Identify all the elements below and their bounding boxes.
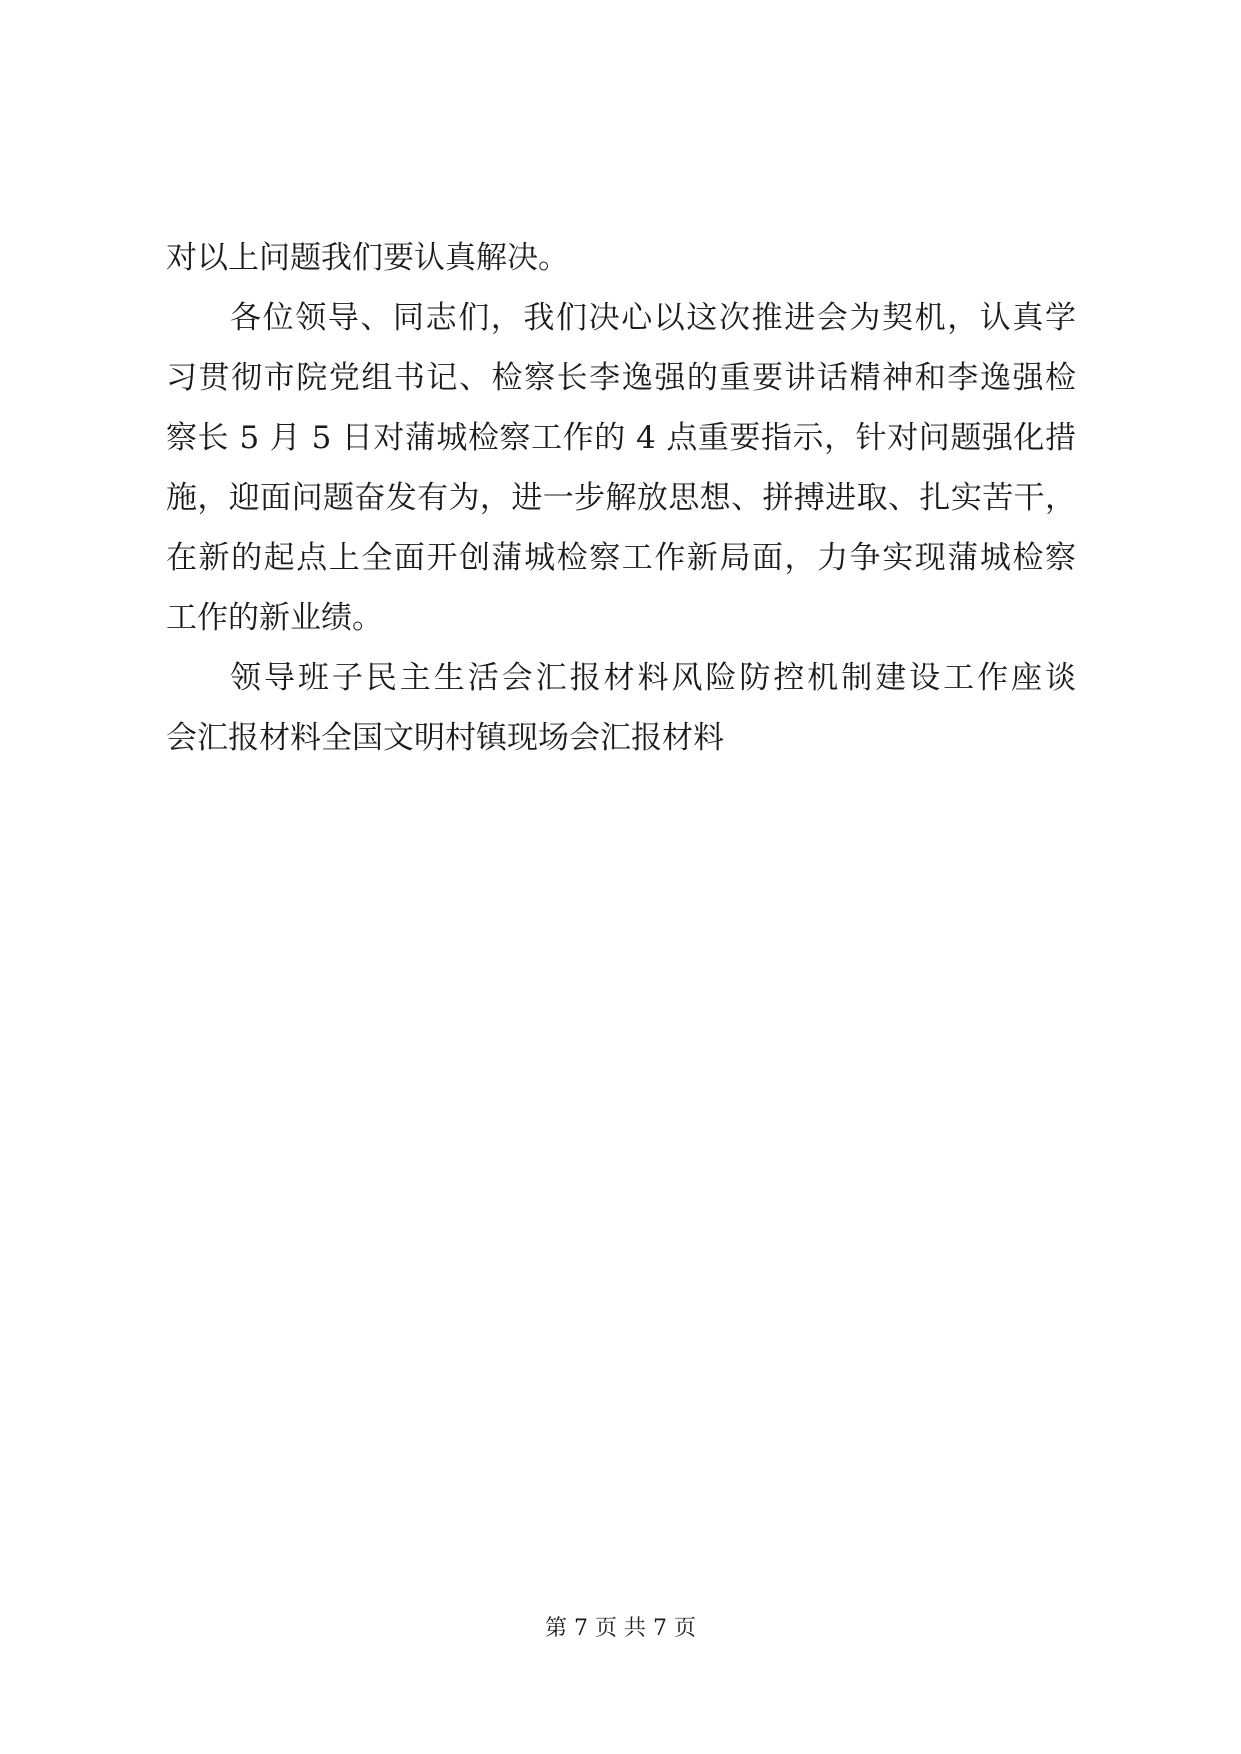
page-number-footer: 第 7 页 共 7 页 bbox=[545, 1616, 696, 1641]
paragraph-closing-remark bbox=[166, 228, 1076, 288]
paragraph-related-materials bbox=[166, 648, 1076, 768]
text-line: 对以上问题我们要认真解决。 bbox=[166, 240, 569, 276]
document-body bbox=[166, 228, 1076, 768]
text-line: 习贯彻市院党组书记、检察长李逸强的重要讲话精神和李逸强检 bbox=[166, 360, 1076, 396]
text-line: 工作的新业绩。 bbox=[166, 600, 383, 636]
text-line: 会汇报材料全国文明村镇现场会汇报材料 bbox=[166, 720, 724, 756]
text-line: 在新的起点上全面开创蒲城检察工作新局面，力争实现蒲城检察 bbox=[166, 540, 1076, 576]
text-line: 施，迎面问题奋发有为，进一步解放思想、拼搏进取、扎实苦干， bbox=[166, 480, 1076, 516]
text-line: 各位领导、同志们，我们决心以这次推进会为契机，认真学 bbox=[230, 300, 1076, 336]
text-line: 察长 5 月 5 日对蒲城检察工作的 4 点重要指示，针对问题强化措 bbox=[166, 420, 1076, 456]
text-line: 领导班子民主生活会汇报材料风险防控机制建设工作座谈 bbox=[230, 660, 1076, 696]
paragraph-resolution bbox=[166, 288, 1076, 648]
